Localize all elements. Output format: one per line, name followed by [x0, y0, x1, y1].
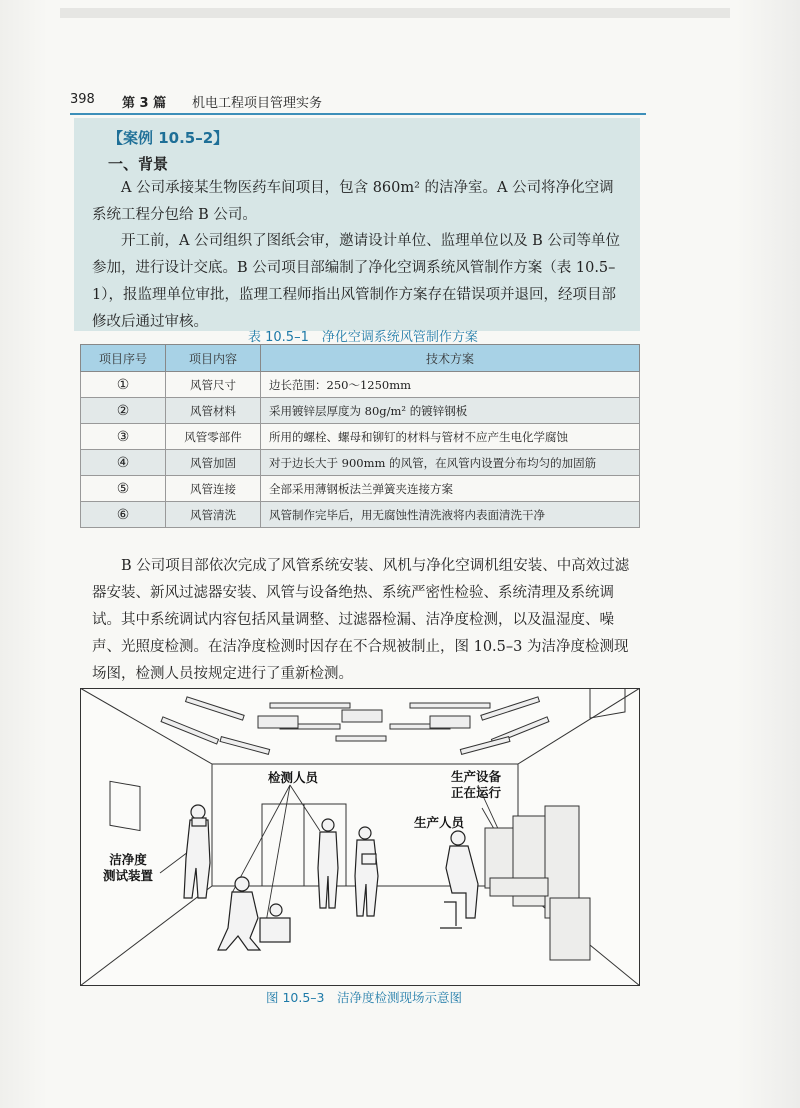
section-title: 一、背景 [108, 155, 169, 173]
label-equipment [448, 769, 504, 801]
row-plan: 全部采用薄钢板法兰弹簧夹连接方案 [261, 476, 640, 502]
row-no: ④ [81, 450, 166, 476]
duct-plan-table [80, 344, 640, 528]
table-header-row [81, 345, 640, 372]
row-no: ⑤ [81, 476, 166, 502]
paragraph-1 [92, 175, 627, 229]
header-item: 项目内容 [166, 345, 261, 372]
row-no: ② [81, 398, 166, 424]
case-label: 【案例 10.5–2】 [108, 129, 229, 147]
row-plan: 边长范围：250～1250mm [261, 372, 640, 398]
label-test-device [102, 852, 154, 884]
label-equipment-line1: 生产设备 [450, 769, 501, 784]
paragraph-3-text: B 公司项目部依次完成了风管系统安装、风机与净化空调机组安装、中高效过滤器安装、新风过滤器安装、风管与设备绝热、系统严密性检验、系统清理及系统调试。其中系统调试内容包括风量调整、过滤器检漏、洁净度检测，以及温湿度、噪声、光照度检测。在洁净度检测时因存在不合规被制止，图 10.5–3 为洁净度检测现场图，检测人员按规定进行了重新检测。 [92, 558, 630, 682]
page-header [70, 92, 645, 112]
table-row [81, 450, 640, 476]
row-plan: 风管制作完毕后，用无腐蚀性清洗液将内表面清洗干净 [261, 502, 640, 528]
label-inspectors: 检测人员 [268, 770, 319, 785]
row-item: 风管清洗 [166, 502, 261, 528]
figure-caption: 图 10.5–3 洁净度检测现场示意图 [266, 990, 463, 1005]
scan-edge [60, 8, 730, 18]
row-item: 风管零部件 [166, 424, 261, 450]
label-test-device-line1: 洁净度 [109, 852, 147, 867]
paragraph-3 [92, 553, 632, 688]
row-no: ⑥ [81, 502, 166, 528]
page-number: 398 [70, 92, 95, 107]
paragraph-1-text: A 公司承接某生物医药车间项目，包含 860m² 的洁净室。A 公司将净化空调系统工程分包给 B 公司。 [92, 180, 614, 223]
paragraph-2-text: 开工前，A 公司组织了图纸会审，邀请设计单位、监理单位以及 B 公司等单位参加，进行设计交底。B 公司项目部编制了净化空调系统风管制作方案（表 10.5–1），报监理单位审批，监理工程师指出风管制作方案存在错误项并退回，经项目部修改后通过审核。 [92, 233, 620, 330]
table-row [81, 372, 640, 398]
cleanroom-drawing [80, 688, 640, 986]
row-item: 风管材料 [166, 398, 261, 424]
label-equipment-line2: 正在运行 [450, 785, 501, 800]
table-row [81, 502, 640, 528]
book-title: 机电工程项目管理实务 [192, 96, 323, 111]
table-row [81, 424, 640, 450]
table-row [81, 398, 640, 424]
header-plan: 技术方案 [261, 345, 640, 372]
table-caption: 表 10.5–1 净化空调系统风管制作方案 [248, 330, 478, 345]
row-plan: 对于边长大于 900mm 的风管，在风管内设置分布均匀的加固筋 [261, 450, 640, 476]
row-plan: 采用镀锌层厚度为 80g/m² 的镀锌钢板 [261, 398, 640, 424]
row-item: 风管尺寸 [166, 372, 261, 398]
row-item: 风管连接 [166, 476, 261, 502]
row-item: 风管加固 [166, 450, 261, 476]
paragraph-2 [92, 228, 627, 336]
label-test-device-line2: 测试装置 [102, 868, 153, 883]
header-no: 项目序号 [81, 345, 166, 372]
row-no: ③ [81, 424, 166, 450]
row-no: ① [81, 372, 166, 398]
row-plan: 所用的螺栓、螺母和铆钉的材料与管材不应产生电化学腐蚀 [261, 424, 640, 450]
cleanroom-illustration [80, 688, 640, 986]
header-rule [70, 113, 646, 115]
part-label: 第 3 篇 [122, 96, 167, 111]
label-workers: 生产人员 [414, 815, 465, 830]
table-row [81, 476, 640, 502]
